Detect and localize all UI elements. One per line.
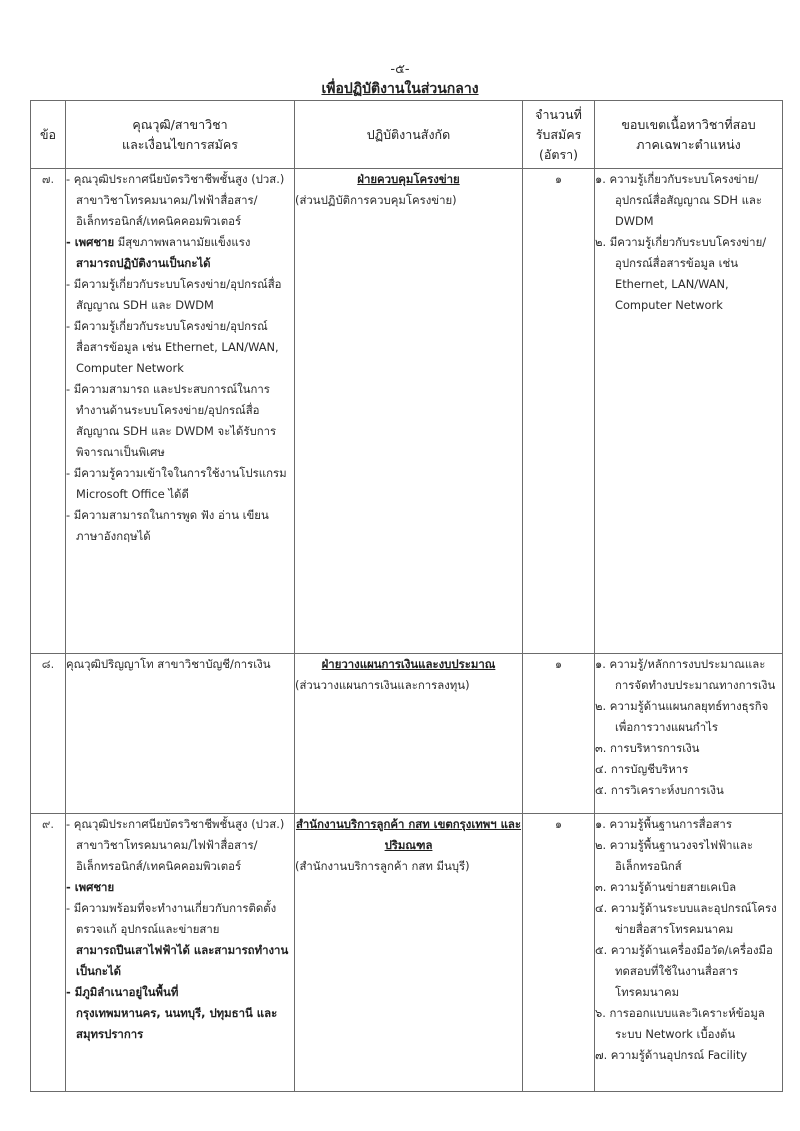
scope-item: ๒. ความรู้พื้นฐานวงจรไฟฟ้าและอิเล็กทรอนิกส์ xyxy=(595,838,753,873)
scope-item: ๔. การบัญชีบริหาร xyxy=(595,762,689,776)
unit-cell xyxy=(295,169,523,654)
header-count-line3: (อัตรา) xyxy=(538,146,579,162)
unit-subtitle: (สำนักงานบริการลูกค้า กสท มีนบุรี) xyxy=(295,859,470,873)
qualification-bold: สามารถปีนเสาไฟฟ้าได้ และสามารถทำงานเป็นกะได้ xyxy=(76,943,289,978)
positions-table xyxy=(30,100,783,1092)
qualification-bold: สามารถปฏิบัติงานเป็นกะได้ xyxy=(76,256,211,270)
qualification-cell xyxy=(66,814,295,1092)
unit-subtitle: (ส่วนปฏิบัติการควบคุมโครงข่าย) xyxy=(295,193,457,207)
qualification-item xyxy=(66,232,294,274)
unit-title: ฝ่ายควบคุมโครงข่าย xyxy=(357,172,460,186)
qualification-item: - คุณวุฒิประกาศนียบัตรวิชาชีพชั้นสูง (ปวส.) สาขาวิชาโทรคมนาคม/ไฟฟ้าสื่อสาร/อิเล็กทรอนิกส์/เทคนิคคอมพิวเตอร์ xyxy=(66,817,285,873)
unit-title: สำนักงานบริการลูกค้า กสท เขตกรุงเทพฯ และปริมณฑล xyxy=(295,817,522,852)
qualification-bold: - เพศชาย xyxy=(66,235,115,249)
qualification-bold: - มีภูมิลำเนาอยู่ในพื้นที่ xyxy=(66,985,179,999)
qualification-item: คุณวุฒิปริญญาโท สาขาวิชาบัญชี/การเงิน xyxy=(66,657,271,671)
scope-item: ๓. ความรู้ด้านข่ายสายเคเบิล xyxy=(595,880,737,894)
qualification-item: - มีความสามารถ และประสบการณ์ในการทำงานด้านระบบโครงข่าย/อุปกรณ์สื่อสัญญาณ SDH และ DWDM จะได้รับการพิจารณาเป็นพิเศษ xyxy=(66,382,277,459)
scope-item: ๔. ความรู้ด้านระบบและอุปกรณ์โครงข่ายสื่อสารโทรคมนาคม xyxy=(595,901,777,936)
unit-cell xyxy=(295,654,523,814)
scope-item: ๖. การออกแบบและวิเคราะห์ข้อมูลระบบ Network เบื้องต้น xyxy=(595,1006,765,1041)
header-no: ข้อ xyxy=(31,101,66,169)
page-heading: เพื่อปฏิบัติงานในส่วนกลาง xyxy=(321,81,479,97)
qualification-item: - มีความรู้เกี่ยวกับระบบโครงข่าย/อุปกรณ์สื่อสัญญาณ SDH และ DWDM xyxy=(66,277,282,312)
count-cell: ๑ xyxy=(523,169,595,654)
qualification-cell xyxy=(66,169,295,654)
scope-item: ๒. ความรู้ด้านแผนกลยุทธ์ทางธุรกิจเพื่อการวางแผนกำไร xyxy=(595,699,769,734)
qualification-cell xyxy=(66,654,295,814)
page-number: -๕- xyxy=(390,62,410,77)
qualification-bold: กรุงเทพมหานคร, นนทบุรี, ปทุมธานี และสมุทรปราการ xyxy=(76,1006,278,1041)
scope-item: ๕. ความรู้ด้านเครื่องมือวัด/เครื่องมือทดสอบที่ใช้ในงานสื่อสารโทรคมนาคม xyxy=(595,943,773,999)
scope-item: ๕. การวิเคราะห์งบการเงิน xyxy=(595,783,724,797)
scope-item: ๑. ความรู้เกี่ยวกับระบบโครงข่าย/อุปกรณ์สื่อสัญญาณ SDH และ DWDM xyxy=(595,172,763,228)
qualification-text: มีสุขภาพพลานามัยแข็งแรง xyxy=(114,235,251,249)
qualification-item: - เพศชาย xyxy=(66,880,115,894)
qualification-item xyxy=(66,898,294,982)
row-number: ๘. xyxy=(31,654,66,814)
header-scope xyxy=(595,101,783,169)
header-qualification-line1: คุณวุฒิ/สาขาวิชา xyxy=(132,116,228,132)
row-number: ๙. xyxy=(31,814,66,1092)
scope-item: ๓. การบริหารการเงิน xyxy=(595,741,700,755)
qualification-item: - มีความรู้เกี่ยวกับระบบโครงข่าย/อุปกรณ์สื่อสารข้อมูล เช่น Ethernet, LAN/WAN, Computer Network xyxy=(66,319,279,375)
header-count-line1: จำนวนที่ xyxy=(535,106,582,122)
header-unit: ปฏิบัติงานสังกัด xyxy=(295,101,523,169)
unit-cell xyxy=(295,814,523,1092)
header-scope-line1: ขอบเขตเนื้อหาวิชาที่สอบ xyxy=(621,116,756,132)
scope-item: ๒. มีความรู้เกี่ยวกับระบบโครงข่าย/อุปกรณ์สื่อสารข้อมูล เช่น Ethernet, LAN/WAN, Computer Network xyxy=(595,235,767,312)
scope-cell xyxy=(595,814,783,1092)
table-row xyxy=(31,169,783,654)
qualification-item: - มีความสามารถในการพูด ฟัง อ่าน เขียนภาษาอังกฤษได้ xyxy=(66,508,269,543)
qualification-item: - คุณวุฒิประกาศนียบัตรวิชาชีพชั้นสูง (ปวส.) สาขาวิชาโทรคมนาคม/ไฟฟ้าสื่อสาร/อิเล็กทรอนิกส์/เทคนิคคอมพิวเตอร์ xyxy=(66,172,285,228)
header-qualification xyxy=(66,101,295,169)
count-cell: ๑ xyxy=(523,654,595,814)
qualification-item: - มีความรู้ความเข้าใจในการใช้งานโปรแกรม Microsoft Office ได้ดี xyxy=(66,466,287,501)
header-count-line2: รับสมัคร xyxy=(535,126,582,142)
count-cell: ๑ xyxy=(523,814,595,1092)
table-row xyxy=(31,814,783,1092)
scope-item: ๑. ความรู้/หลักการงบประมาณและการจัดทำงบประมาณทางการเงิน xyxy=(595,657,776,692)
qualification-item xyxy=(66,982,294,1045)
scope-item: ๗. ความรู้ด้านอุปกรณ์ Facility xyxy=(595,1048,748,1062)
scope-item: ๑. ความรู้พื้นฐานการสื่อสาร xyxy=(595,817,732,831)
table-row xyxy=(31,654,783,814)
row-number: ๗. xyxy=(31,169,66,654)
qualification-text: - มีความพร้อมที่จะทำงานเกี่ยวกับการติดตั้ง ตรวจแก้ อุปกรณ์และข่ายสาย xyxy=(66,901,277,936)
header-qualification-line2: และเงื่อนไขการสมัคร xyxy=(122,136,238,152)
header-count xyxy=(523,101,595,169)
scope-cell xyxy=(595,654,783,814)
table-header-row xyxy=(31,101,783,169)
unit-subtitle: (ส่วนวางแผนการเงินและการลงทุน) xyxy=(295,678,470,692)
header-scope-line2: ภาคเฉพาะตำแหน่ง xyxy=(636,136,741,152)
scope-cell xyxy=(595,169,783,654)
unit-title: ฝ่ายวางแผนการเงินและงบประมาณ xyxy=(321,657,496,671)
